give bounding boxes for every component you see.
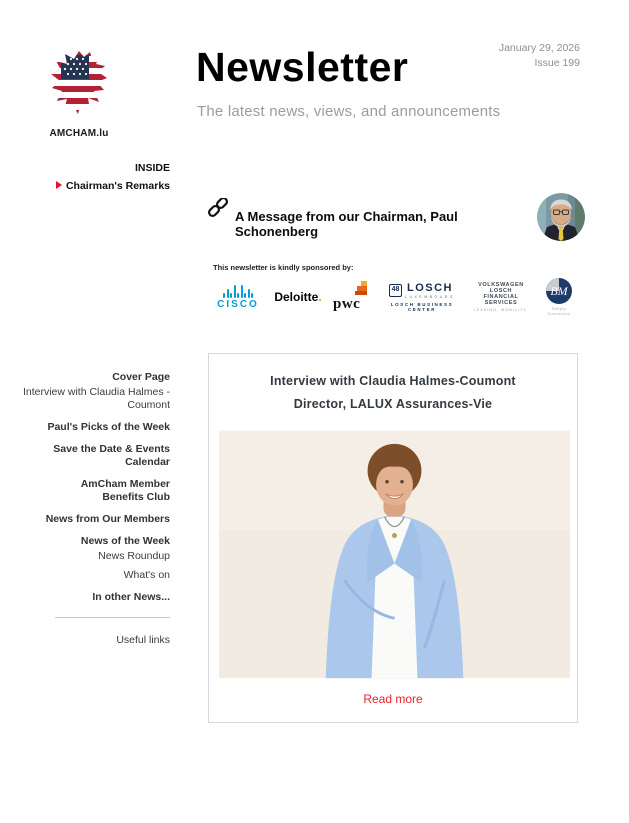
bm-tagline: Simply Successful <box>547 306 571 316</box>
cisco-wordmark: CISCO <box>217 298 259 310</box>
chairman-photo <box>537 193 585 241</box>
losch-badge-icon: 48 <box>389 284 402 297</box>
deloitte-green-dot: . <box>318 290 322 304</box>
interview-card <box>208 353 578 723</box>
sponsor-label: This newsletter is kindly sponsored by: <box>213 263 354 272</box>
red-arrow-icon <box>56 181 62 189</box>
deloitte-wordmark: Deloitte <box>274 290 319 304</box>
cisco-bars-icon <box>213 285 263 298</box>
volkswagen-losch-logo[interactable] <box>471 282 531 312</box>
deloitte-logo[interactable] <box>272 290 324 304</box>
issue-date-block <box>499 41 580 71</box>
losch-logo[interactable] <box>382 282 462 312</box>
pwc-flame-icon <box>355 281 367 295</box>
amcham-logo[interactable] <box>44 50 114 139</box>
sidebar-item-in-other-news[interactable]: In other News... <box>92 591 170 603</box>
sidebar-item-save-the-date[interactable]: Save the Date & Events Calendar <box>53 443 170 468</box>
sidebar-item-interview[interactable]: Interview with Claudia Halmes - Coumont <box>22 386 170 411</box>
chairman-message-link[interactable]: A Message from our Chairman, Paul Schonenberg <box>235 209 458 239</box>
vwl-line1: VOLKSWAGEN LOSCH <box>478 282 524 294</box>
chain-link-icon[interactable] <box>207 198 229 220</box>
cisco-logo[interactable] <box>213 285 263 310</box>
page-subtitle: The latest news, views, and announcements <box>197 103 501 120</box>
sidebar-item-members-news[interactable]: News from Our Members <box>45 513 170 525</box>
vwl-line3: LEASING, MOBILITY. <box>473 308 529 312</box>
sidebar-nav <box>10 371 170 647</box>
card-title-line1: Interview with Claudia Halmes-Coumont <box>270 374 516 388</box>
card-title-line2: Director, LALUX Assurances-Vie <box>293 397 493 411</box>
bm-logo[interactable] <box>540 278 578 316</box>
sidebar-item-useful-links[interactable]: Useful links <box>116 634 170 646</box>
amcham-eagle-flag-icon <box>49 107 109 124</box>
sidebar-item-cover-page[interactable]: Cover Page <box>112 371 170 383</box>
sidebar-item-news-of-week[interactable]: News of the Week <box>80 535 170 547</box>
issue-date: January 29, 2026 <box>498 42 580 54</box>
inside-section <box>10 162 170 192</box>
sidebar-item-benefits-club[interactable]: AmCham Member Benefits Club <box>80 478 170 503</box>
read-more-link[interactable]: Read more <box>363 692 423 706</box>
losch-wordmark: LOSCH <box>407 282 453 294</box>
page-title: Newsletter <box>196 44 409 90</box>
vwl-line2: FINANCIAL SERVICES <box>483 294 519 306</box>
inside-heading: INSIDE <box>134 162 170 174</box>
pwc-wordmark: pwc <box>333 296 361 312</box>
pwc-logo[interactable] <box>333 281 373 313</box>
nav-item-label: Chairman's Remarks <box>65 180 170 192</box>
amcham-logo-text: AMCHAM.lu <box>49 128 109 139</box>
bm-circle-icon <box>546 278 572 304</box>
sponsor-logos-row <box>213 274 581 320</box>
interviewee-photo <box>219 430 570 679</box>
losch-luxembourg-text: LUXEMBOURG <box>405 295 455 299</box>
bm-monogram: BM <box>550 283 568 298</box>
nav-item-chairmans-remarks[interactable] <box>10 180 170 192</box>
sidebar-item-news-roundup[interactable]: News Roundup <box>98 550 170 562</box>
sidebar-item-pauls-picks[interactable]: Paul's Picks of the Week <box>47 421 170 433</box>
issue-number: Issue 199 <box>534 57 580 69</box>
sidebar-item-whats-on[interactable]: What's on <box>123 569 170 581</box>
sidebar-divider <box>55 617 170 618</box>
losch-business-center-text: LOSCH BUSINESS CENTER <box>390 302 454 312</box>
